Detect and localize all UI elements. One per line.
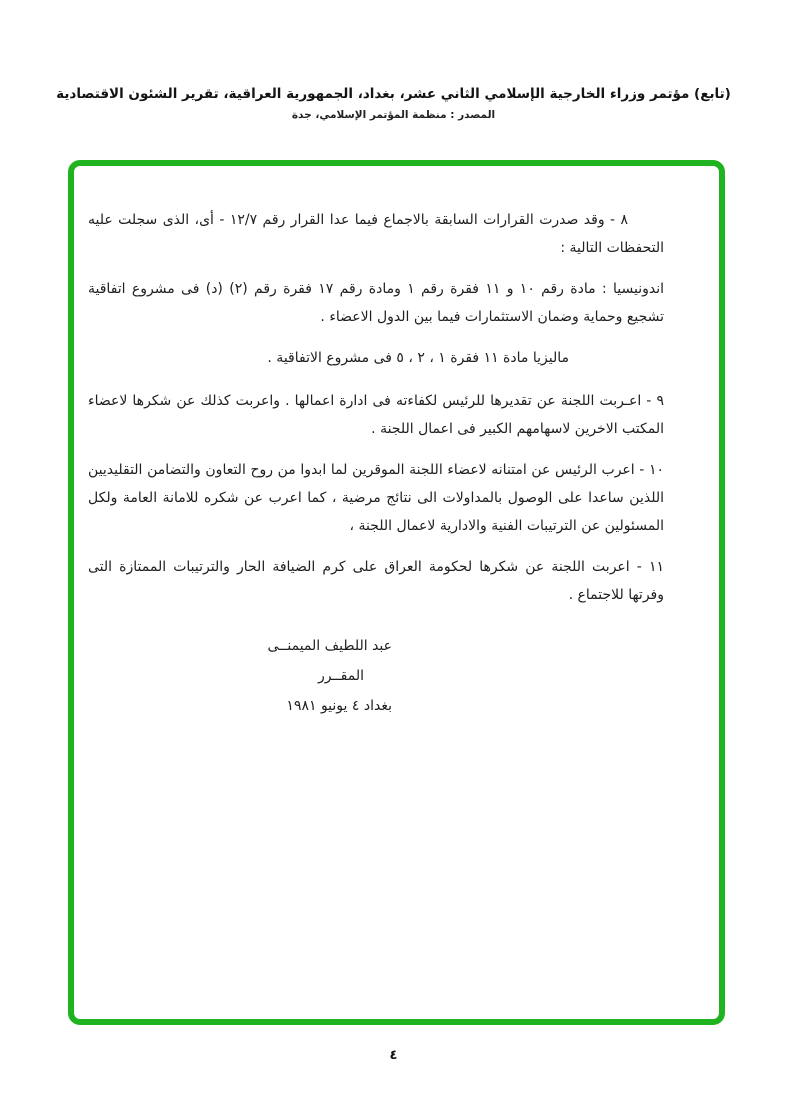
document-body [74,166,719,721]
document-source-line: المصدر : منظمة المؤتمر الإسلامي، جدة [291,109,496,121]
signature-place-date: بغداد ٤ يونيو ١٩٨١ [286,698,392,715]
page-number: ٤ [389,1048,398,1063]
signature-title: المقــرر [317,668,364,685]
paragraph-item-10: ١٠ - اعرب الرئيس عن امتنانه لاعضاء اللجنة الموقرين لما ابدوا من روح التعاون والتضامن التقليديين اللذين ساعدا على الوصول بالمداولات الى نتائج مرضية ، كما اعرب عن شكره للامانة العامة ولكل المسئولين عن الترتيبات الفنية والادارية لاعمال اللجنة ، [88,462,664,534]
paragraph-indonesia-reservation: اندونيسيا : مادة رقم ١٠ و ١١ فقرة رقم ١ ومادة رقم ١٧ فقرة رقم (٢) (د) فى مشروع اتفاقية تشجيع وحماية وضمان الاستثمارات فيما بين الدول الاعضاء . [88,281,664,325]
document-header [0,86,787,121]
paragraph-item-9: ٩ - اعـربت اللجنة عن تقديرها للرئيس لكفاءته فى ادارة اعمالها . واعربت كذلك عن شكرها لاعضاء المكتب الاخرين لاسهامهم الكبير فى اعمال اللجنة . [88,393,664,437]
highlight-frame [68,160,725,1025]
signature-name: عبد اللطيف الميمنــى [267,638,392,654]
signature-block [88,631,392,721]
document-title: (تابع) مؤتمر وزراء الخارجية الإسلامي الثاني عشر، بغداد، الجمهورية العراقية، تقرير الشئون الاقتصادية [56,86,731,102]
paragraph-item-11: ١١ - اعربت اللجنة عن شكرها لحكومة العراق على كرم الضيافة الحار والترتيبات الممتازة التى وفرتها للاجتماع . [88,559,664,603]
paragraph-malaysia-reservation: ماليزيا مادة ١١ فقرة ١ ، ٢ ، ٥ فى مشروع الاتفاقية . [267,350,569,366]
paragraph-item-8: ٨ - وقد صدرت القرارات السابقة بالاجماع فيما عدا القرار رقم ١٢/٧ - أى، الذى سجلت عليه التحفظات التالية : [88,212,664,256]
